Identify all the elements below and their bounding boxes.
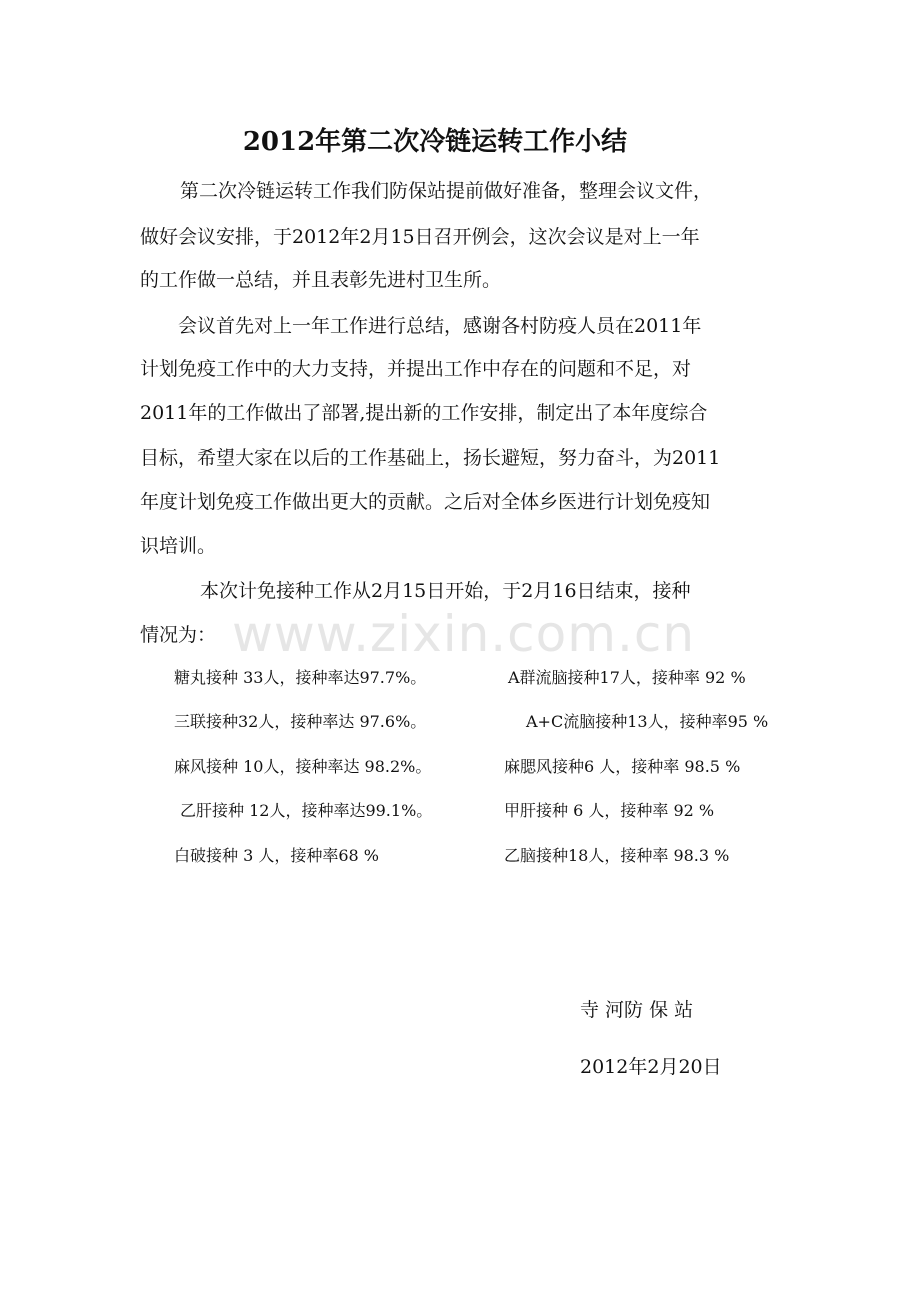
paragraph-2-line-6: 识培训。 (140, 535, 217, 557)
signature-date: 2012年2月20日 (580, 1056, 722, 1078)
stat-left-5: 白破接种 3 人，接种率68 % (174, 846, 380, 865)
paragraph-1-line-3: 的工作做一总结，并且表彰先进村卫生所。 (140, 269, 502, 291)
watermark-text: www.zixin.com.cn (232, 605, 696, 663)
stat-right-1: A群流脑接种17人，接种率 92 % (508, 668, 746, 687)
paragraph-2-line-5: 年度计划免疫工作做出更大的贡献。之后对全体乡医进行计划免疫知 (140, 491, 711, 513)
paragraph-2-line-2: 计划免疫工作中的大力支持，并提出工作中存在的问题和不足，对 (140, 358, 692, 380)
signature-organization: 寺 河防 保 站 (580, 999, 694, 1021)
paragraph-2-line-1: 会议首先对上一年工作进行总结，感谢各村防疫人员在2011年 (178, 315, 702, 337)
stat-left-3: 麻风接种 10人，接种率达 98.2%。 (174, 757, 432, 776)
stat-right-4: 甲肝接种 6 人，接种率 92 % (504, 801, 715, 820)
paragraph-3-line-2: 情况为： (140, 624, 217, 646)
stat-right-3: 麻腮风接种6 人，接种率 98.5 % (504, 757, 741, 776)
paragraph-1-line-2: 做好会议安排，于2012年2月15日召开例会，这次会议是对上一年 (140, 226, 700, 248)
stat-right-2: A+C流脑接种13人，接种率95 % (526, 712, 769, 731)
stat-right-5: 乙脑接种18人，接种率 98.3 % (504, 846, 730, 865)
document-title: 2012年第二次冷链运转工作小结 (242, 127, 628, 157)
paragraph-2-line-3: 2011年的工作做出了部署,提出新的工作安排，制定出了本年度综合 (140, 402, 708, 424)
paragraph-2-line-4: 目标，希望大家在以后的工作基础上，扬长避短，努力奋斗，为2011 (140, 447, 721, 469)
stat-left-1: 糖丸接种 33人，接种率达97.7%。 (174, 668, 427, 687)
paragraph-3-line-1: 本次计免接种工作从2月15日开始，于2月16日结束，接种 (200, 580, 691, 602)
stat-left-4: 乙肝接种 12人，接种率达99.1%。 (180, 801, 433, 820)
stat-left-2: 三联接种32人，接种率达 97.6%。 (174, 712, 427, 731)
paragraph-1-line-1: 第二次冷链运转工作我们防保站提前做好准备，整理会议文件， (180, 180, 713, 202)
